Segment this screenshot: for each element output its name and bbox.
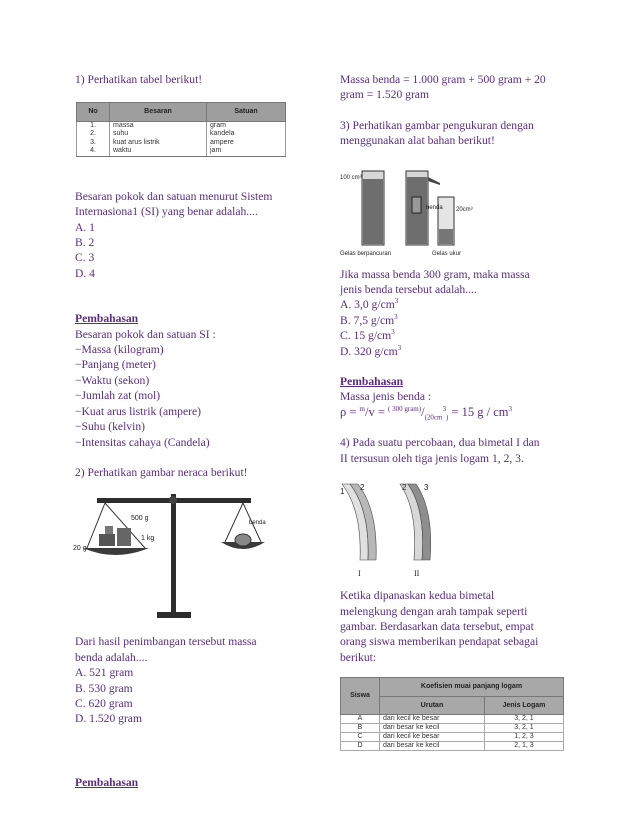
discussion-text: gram = 1.520 gram: [340, 88, 429, 102]
table-cell: kuat arus listrik: [110, 139, 207, 148]
table-cell: waktu: [110, 147, 207, 156]
discussion-item: −Suhu (kelvin): [75, 420, 145, 434]
option-text: B. 7,5 g/cm: [340, 313, 395, 327]
table-cell: 3, 2, 1: [484, 714, 563, 723]
option-c: [340, 328, 565, 343]
label-20cm3: 20cm³: [456, 206, 473, 213]
question-1-text: Internasiona1 (SI) yang benar adalah....: [75, 205, 258, 219]
label-metal-2b: 2: [402, 483, 407, 493]
question-2-text: benda adalah....: [75, 650, 148, 664]
table-cell: massa: [110, 121, 207, 130]
question-4-text: melengkung dengan arah tampak seperti: [340, 604, 528, 618]
discussion-item: −Panjang (meter): [75, 358, 156, 372]
table-row: [341, 741, 564, 750]
table-cell: dari kecil ke besar: [380, 732, 485, 741]
option-d: D. 4: [75, 266, 95, 280]
option-sup: 3: [394, 297, 399, 306]
table-cell: 3, 2, 1: [484, 723, 563, 732]
table-row: [341, 732, 564, 741]
discussion-item: −Jumlah zat (mol): [75, 389, 161, 403]
balance-figure: [75, 488, 315, 630]
discussion-item: −Waktu (sekon): [75, 373, 150, 387]
discussion-item: −Massa (kilogram): [75, 343, 164, 357]
question-4-text: gambar. Berdasarkan data tersebut, empat: [340, 619, 534, 633]
table-cell: B: [341, 723, 380, 732]
formula-part: m: [359, 404, 365, 413]
question-3-text: jenis benda tersebut adalah....: [340, 283, 477, 297]
discussion-intro: Massa jenis benda :: [340, 390, 432, 404]
label-gelas-berpancuran: Gelas berpancuran: [340, 250, 392, 257]
label-20g: 20 g: [73, 545, 87, 553]
table-cell: 3.: [77, 139, 110, 148]
table-cell: jam: [207, 147, 286, 156]
table-row: [77, 121, 286, 130]
table-cell: ampere: [207, 139, 286, 148]
option-sup: 3: [391, 328, 395, 337]
option-text: A. 3,0 g/cm: [340, 298, 395, 312]
balance-illustration: [75, 488, 275, 630]
option-c: C. 3: [75, 251, 95, 265]
units-table: [76, 102, 286, 156]
label-metal-3: 3: [424, 483, 429, 493]
table-cell: 2, 1, 3: [484, 741, 563, 750]
label-gelas-ukur: Gelas ukur: [432, 250, 462, 257]
label-500g: 500 g: [131, 515, 149, 523]
table-cell: dari kecil ke besar: [380, 714, 485, 723]
option-c: C. 620 gram: [75, 696, 133, 710]
table-cell: A: [341, 714, 380, 723]
label-benda: benda: [426, 204, 443, 211]
measurement-figure: [340, 167, 565, 259]
table-row: [77, 130, 286, 139]
question-4-text: Ketika dipanaskan kedua bimetal: [340, 589, 495, 603]
formula-part: 3: [508, 404, 512, 413]
option-a: [340, 297, 565, 312]
formula-part: ): [445, 413, 449, 422]
option-a: A. 1: [75, 220, 95, 234]
option-sup: 3: [397, 343, 402, 352]
right-column: [340, 72, 565, 751]
label-metal-1: 1: [340, 487, 345, 497]
table-cell: 4.: [77, 147, 110, 156]
table-cell: dari besar ke kecil: [380, 741, 485, 750]
table-header: No: [77, 103, 110, 121]
table-cell: 1.: [77, 121, 110, 130]
discussion-item: −Intensitas cahaya (Candela): [75, 435, 210, 449]
density-formula: [340, 405, 565, 420]
question-3-title: 3) Perhatikan gambar pengukuran dengan: [340, 118, 534, 132]
left-column: [75, 72, 315, 790]
formula-part: ρ =: [340, 404, 360, 419]
discussion-heading: Pembahasan: [340, 375, 404, 389]
question-4-text: berikut:: [340, 650, 377, 664]
table-cell: D: [341, 741, 380, 750]
table-row: [341, 723, 564, 732]
label-1kg: 1 kg: [141, 535, 155, 543]
formula-part: /v =: [365, 404, 389, 419]
table-cell: dari besar ke kecil: [380, 723, 485, 732]
question-2-text: Dari hasil penimbangan tersebut massa: [75, 635, 257, 649]
formula-part: (20cm: [424, 413, 443, 422]
formula-part: /: [421, 404, 425, 419]
formula-part: = 15 g / cm: [448, 404, 509, 419]
label-bimetal-I: I: [358, 569, 361, 579]
table-cell: 2.: [77, 130, 110, 139]
question-2-title: 2) Perhatikan gambar neraca berikut!: [75, 465, 248, 479]
formula-part: 3: [442, 404, 446, 413]
table-header: Koefisien muai panjang logam: [380, 678, 564, 696]
formula-part: ( 300 gram): [388, 404, 422, 413]
table-row: [77, 147, 286, 156]
question-4-title: 4) Pada suatu percobaan, dua bimetal I dan: [340, 436, 540, 450]
table-header: Jenis Logam: [484, 696, 563, 714]
table-cell: C: [341, 732, 380, 741]
option-b: B. 530 gram: [75, 681, 133, 695]
option-d: [340, 344, 565, 359]
option-a: A. 521 gram: [75, 666, 134, 680]
question-3-title: menggunakan alat bahan berikut!: [340, 134, 495, 148]
label-bimetal-II: II: [414, 569, 420, 579]
discussion-intro: Besaran pokok dan satuan SI :: [75, 327, 216, 341]
table-cell: suhu: [110, 130, 207, 139]
question-3-text: Jika massa benda 300 gram, maka massa: [340, 267, 530, 281]
question-4-text: orang siswa memberikan pendapat sebagai: [340, 635, 539, 649]
table-cell: gram: [207, 121, 286, 130]
discussion-heading: Pembahasan: [75, 775, 139, 789]
question-1-title: 1) Perhatikan tabel berikut!: [75, 73, 203, 86]
label-metal-2: 2: [360, 483, 365, 493]
table-row: [341, 714, 564, 723]
option-b: B. 2: [75, 236, 95, 250]
discussion-item: −Kuat arus listrik (ampere): [75, 404, 201, 418]
discussion-heading: Pembahasan: [75, 312, 139, 326]
bimetal-illustration: [340, 480, 450, 580]
question-1-text: Besaran pokok dan satuan menurut Sistem: [75, 189, 273, 203]
option-b: [340, 313, 565, 328]
bimetal-figure: [340, 480, 565, 580]
label-benda: benda: [249, 520, 266, 527]
label-100cm3: 100 cm³: [340, 174, 362, 181]
table-cell: 1, 2, 3: [484, 732, 563, 741]
table-header: Satuan: [207, 103, 286, 121]
table-header: Besaran: [110, 103, 207, 121]
discussion-text: Massa benda = 1.000 gram + 500 gram + 20: [340, 73, 546, 86]
table-header: Siswa: [341, 678, 380, 715]
table-header: Urutan: [380, 696, 485, 714]
option-text: C. 15 g/cm: [340, 329, 392, 343]
option-sup: 3: [394, 312, 398, 321]
measurement-illustration: [340, 167, 490, 259]
table-row: [77, 139, 286, 148]
question-4-title: II tersusun oleh tiga jenis logam 1, 2, 3.: [340, 451, 524, 465]
option-text: D. 320 g/cm: [340, 344, 398, 358]
table-cell: kandela: [207, 130, 286, 139]
option-d: D. 1.520 gram: [75, 712, 142, 726]
coefficient-table: [340, 677, 564, 751]
